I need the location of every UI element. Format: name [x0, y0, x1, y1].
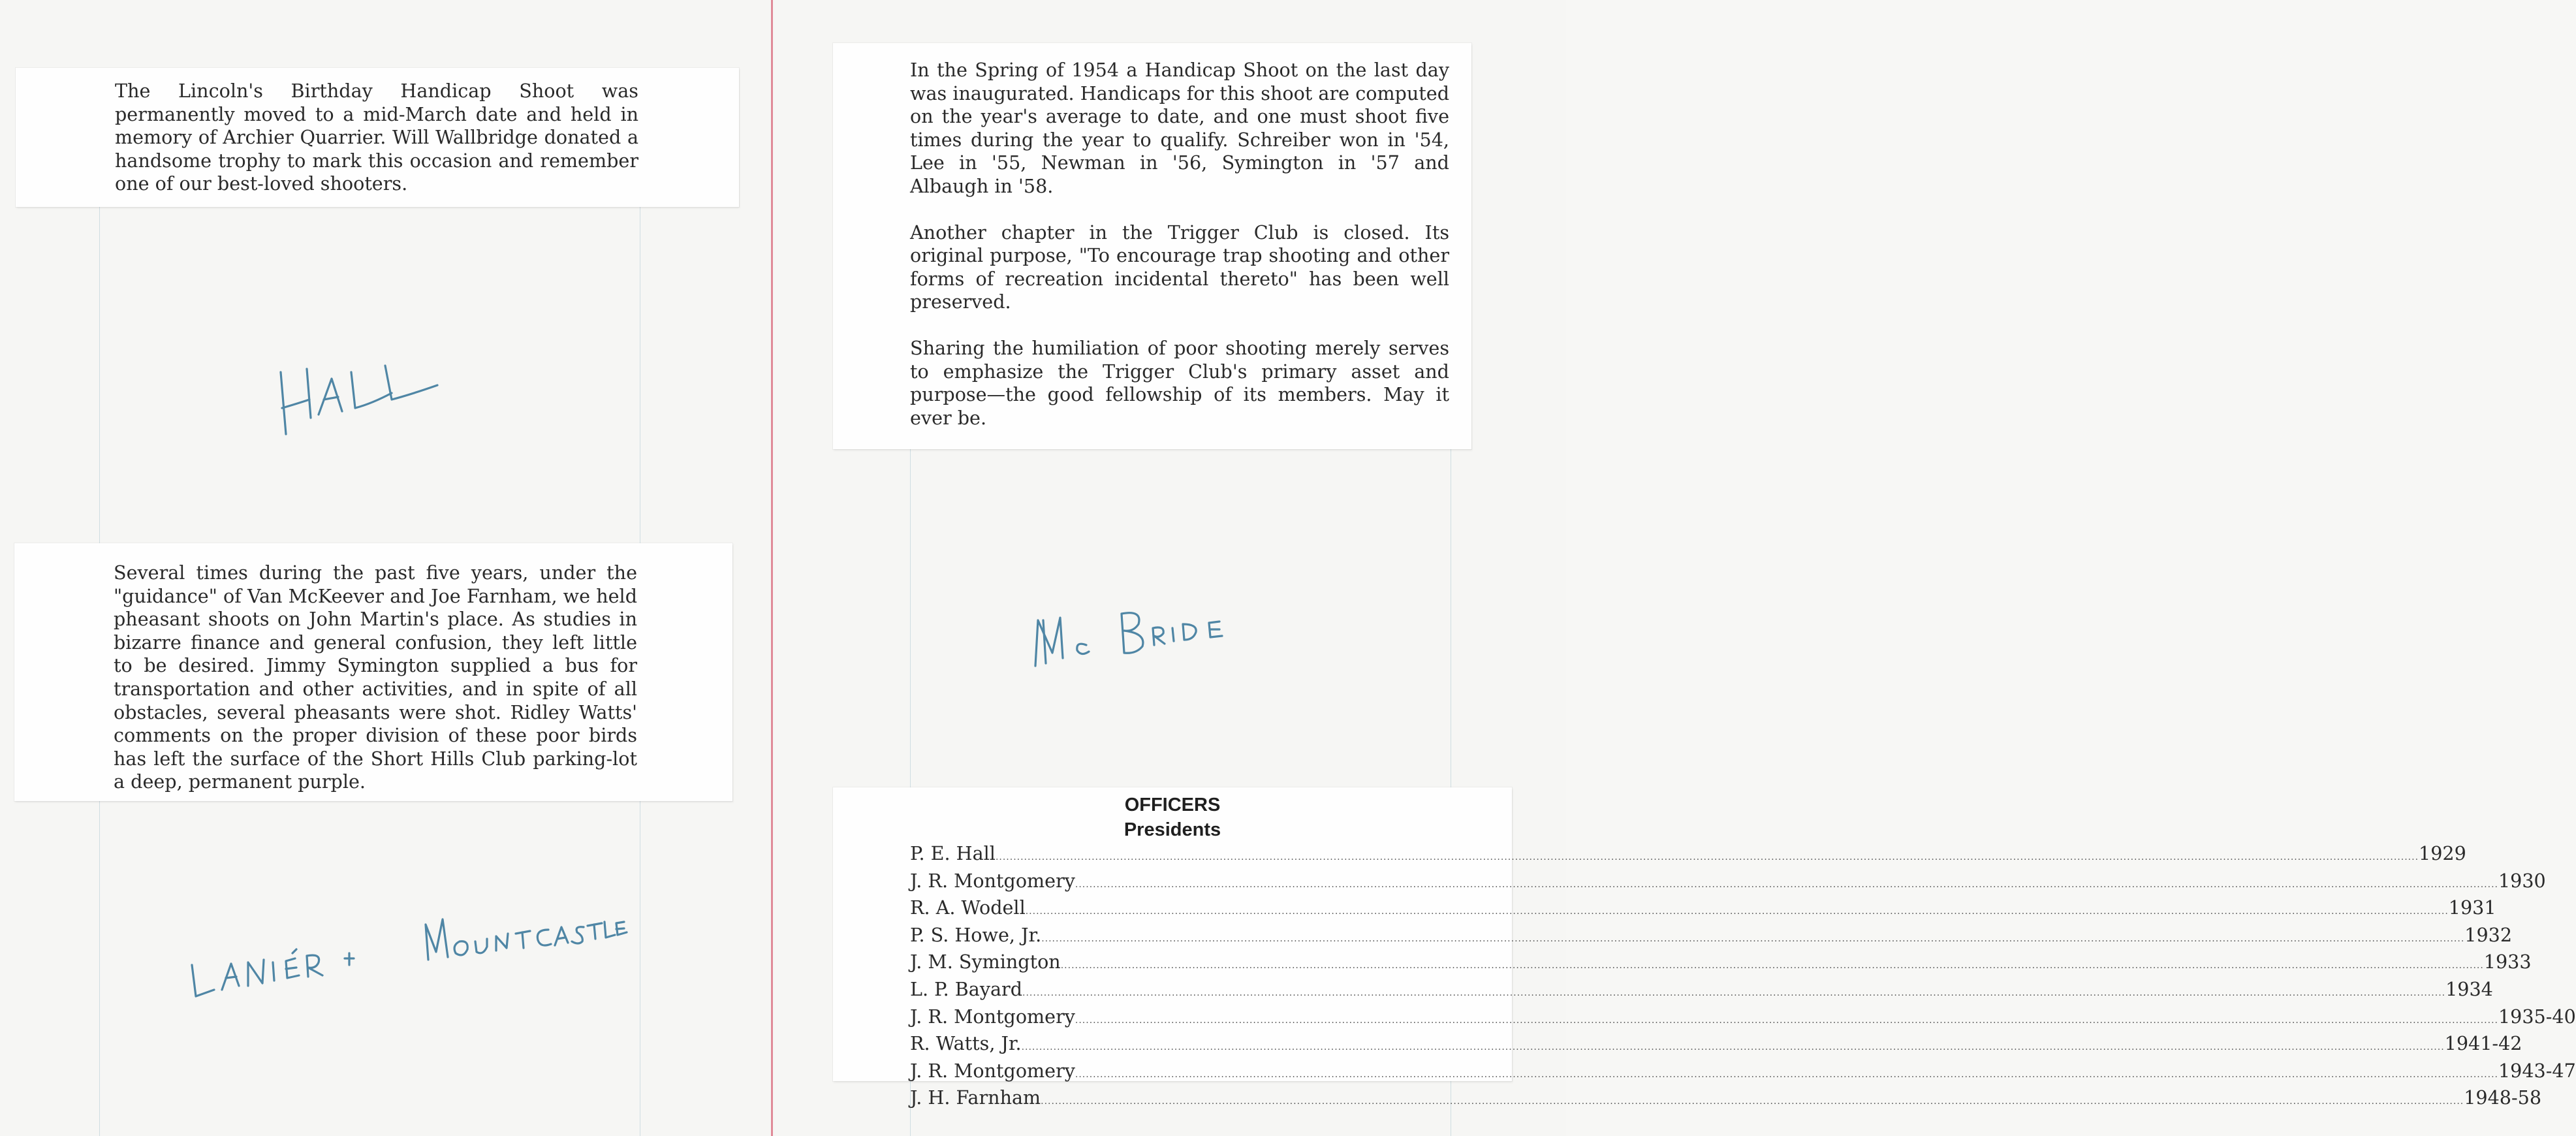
guide-line [99, 801, 100, 1136]
leader-dots: ................................................................................................................................................................................................................................................................................................................................................................................................................ [995, 852, 2419, 862]
president-row [910, 1005, 2576, 1033]
lincoln-shoot-text: The Lincoln's Birthday Handicap Shoot was permanently moved to a mid-March date and held in memory of Archier Quarrier. Will Wallbridge donated a handsome trophy to mark this occasion and remember one of our best-loved shooters. [115, 80, 638, 195]
president-name: L. P. Bayard [910, 977, 1023, 1000]
president-term-years: 1929 [2419, 842, 2466, 864]
mcbride-handwriting-drawing [1030, 602, 1252, 674]
lincoln-shoot-clipping [16, 68, 739, 207]
president-term-years: 1932 [2464, 923, 2513, 946]
pheasant-shoot-clipping [14, 543, 732, 801]
president-name: P. E. Hall [910, 842, 996, 864]
president-row [910, 896, 2496, 924]
handwritten-label-hall [274, 353, 444, 444]
president-row [910, 1059, 2576, 1087]
pheasant-shoot-text: Several times during the past five years, under the "guidance" of Van McKeever and Joe Farnham, we held pheasant shoots on John Martin's place. As studies in bizarre finance and general confusion, they left little to be desired. Jimmy Symington supplied a bus for transportation and other activities, and in spite of all obstacles, several pheasants were shot. Ridley Watts' comments on the proper division of these poor birds has left the surface of the Short Hills Club parking-lot a deep, permanent purple. [114, 561, 637, 793]
president-term-years: 1930 [2498, 869, 2546, 892]
president-row [910, 869, 2546, 897]
leader-dots: ................................................................................................................................................................................................................................................................................................................................................................................................................ [1022, 987, 2446, 998]
president-name: P. S. Howe, Jr. [910, 923, 1042, 946]
president-name: J. R. Montgomery [910, 1005, 1075, 1028]
leader-dots: ................................................................................................................................................................................................................................................................................................................................................................................................................ [1025, 906, 2449, 917]
leader-dots: ................................................................................................................................................................................................................................................................................................................................................................................................................ [1041, 1096, 2464, 1107]
president-term-years: 1943-47 [2498, 1059, 2576, 1082]
president-term-years: 1948-58 [2464, 1086, 2542, 1109]
leader-dots: ................................................................................................................................................................................................................................................................................................................................................................................................................ [1021, 1042, 2445, 1053]
guide-line [99, 207, 100, 543]
president-row [910, 1086, 2542, 1114]
guide-line [910, 449, 911, 787]
handwritten-label-mcbride [1030, 602, 1252, 674]
president-name: J. R. Montgomery [910, 1059, 1075, 1082]
president-name: J. M. Symington [910, 951, 1061, 973]
officers-clipping [833, 787, 2576, 1109]
president-row [910, 951, 2532, 978]
president-name: R. Watts, Jr. [910, 1032, 1022, 1055]
president-row [910, 977, 2493, 1005]
president-term-years: 1941-42 [2444, 1032, 2522, 1055]
leader-dots: ................................................................................................................................................................................................................................................................................................................................................................................................................ [1075, 1069, 2498, 1080]
lanier-mountcastle-handwriting-drawing [188, 913, 619, 1011]
president-term-years: 1933 [2483, 951, 2532, 973]
officers-heading: OFFICERS [1124, 795, 1221, 815]
president-term-years: 1935-40 [2498, 1005, 2576, 1028]
handwritten-label-lanier-mountcastle [188, 913, 619, 1011]
president-row [910, 1032, 2522, 1060]
president-row [910, 923, 2513, 951]
leader-dots: ................................................................................................................................................................................................................................................................................................................................................................................................................ [1075, 879, 2498, 890]
hall-handwriting-drawing [274, 353, 444, 444]
president-name: J. R. Montgomery [910, 869, 1075, 892]
president-row [910, 842, 2466, 870]
spring-shoot-paragraph-3: Sharing the humiliation of poor shooting merely serves to emphasize the Trigger Club's primary asset and purpose—the good fellowship of its members. May it ever be. [910, 336, 1449, 429]
leader-dots: ................................................................................................................................................................................................................................................................................................................................................................................................................ [1060, 960, 2484, 971]
leader-dots: ................................................................................................................................................................................................................................................................................................................................................................................................................ [1075, 1015, 2498, 1026]
president-term-years: 1931 [2448, 896, 2496, 919]
presidents-subheading: Presidents [1123, 819, 1221, 840]
president-term-years: 1934 [2445, 977, 2493, 1000]
president-name: J. H. Farnham [910, 1086, 1041, 1109]
leader-dots: ................................................................................................................................................................................................................................................................................................................................................................................................................ [1041, 933, 2465, 944]
spring-shoot-paragraph-2: Another chapter in the Trigger Club is closed. Its original purpose, "To encourage trap shooting and other forms of recreation incidental thereto" has been well preserved. [910, 221, 1449, 313]
presidents-list [910, 842, 2576, 1114]
spring-shoot-paragraph-1: In the Spring of 1954 a Handicap Shoot on the last day was inaugurated. Handicaps for this shoot are computed on the year's average to date, and one must shoot five times during the year to qualify. Schreiber won in '54, Lee in '55, Newman in '56, Symington in '57 and Albaugh in '58. [910, 59, 1449, 197]
page-spine [771, 0, 773, 1136]
spring-shoot-clipping [833, 43, 1471, 449]
president-name: R. A. Wodell [910, 896, 1026, 919]
